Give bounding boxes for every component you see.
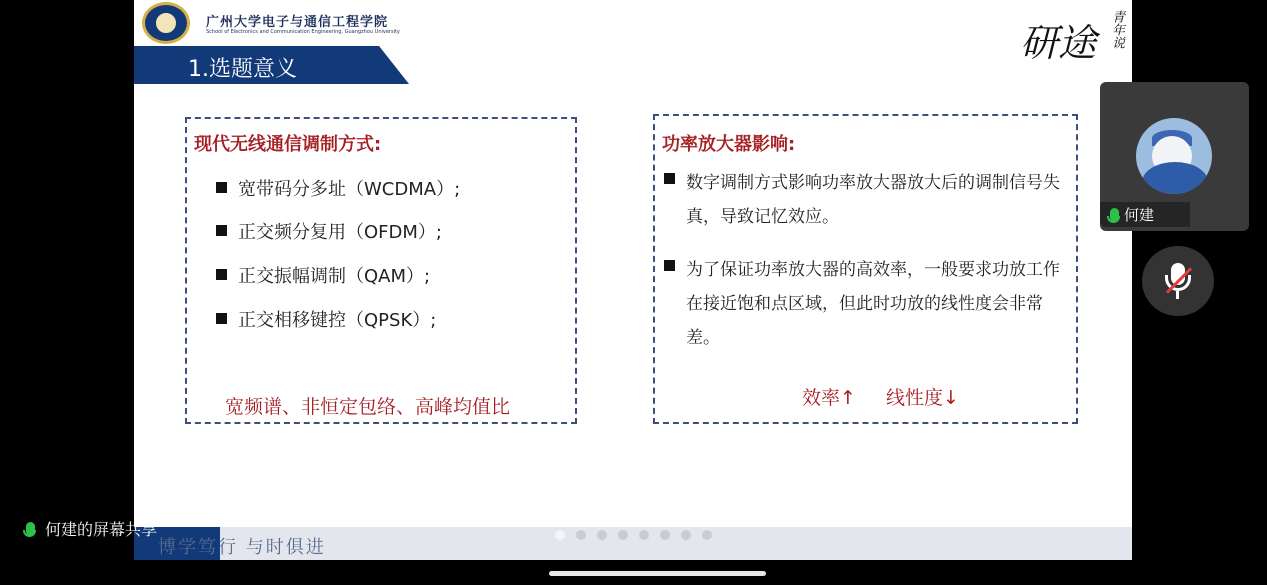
bullet-square-icon (664, 173, 675, 184)
participant-name-bar (1100, 202, 1190, 227)
list-item: 正交频分复用（OFDM）; (216, 218, 442, 244)
linearity-note: 线性度↓ (886, 387, 959, 409)
shared-slide (134, 0, 1132, 560)
participant-name: 何建 (1124, 206, 1155, 224)
mute-button[interactable] (1142, 246, 1214, 316)
modulation-heading: 现代无线通信调制方式: (194, 134, 382, 155)
page-indicator[interactable] (555, 530, 712, 540)
page-dot[interactable] (555, 530, 565, 540)
bullet-square-icon (216, 313, 227, 324)
footer-motto: 博学笃行 与时俱进 (158, 537, 326, 558)
university-name: 广州大学电子与通信工程学院 (206, 15, 389, 30)
page-dot[interactable] (681, 530, 691, 540)
efficiency-note: 效率↑ (802, 387, 856, 409)
modulation-note: 宽频谱、非恒定包络、高峰均值比 (225, 396, 511, 418)
list-item: 正交相移键控（QPSK）; (216, 306, 436, 332)
page-dot[interactable] (576, 530, 586, 540)
home-indicator[interactable] (549, 571, 766, 576)
mic-active-icon (26, 522, 35, 536)
list-item: 宽带码分多址（WCDMA）; (216, 175, 460, 201)
list-item: 为了保证功率放大器的高效率，一般要求功放工作在接近饱和点区域，但此时功放的线性度会非常差。 (664, 253, 1064, 355)
list-item: 正交振幅调制（QAM）; (216, 262, 430, 288)
page-dot[interactable] (597, 530, 607, 540)
bullet-square-icon (664, 260, 675, 271)
page-dot[interactable] (660, 530, 670, 540)
bullet-square-icon (216, 225, 227, 236)
page-dot[interactable] (702, 530, 712, 540)
brand-main: 研途 (1020, 21, 1097, 65)
participant-tile[interactable] (1100, 82, 1249, 231)
mic-active-icon (1110, 208, 1119, 222)
share-text: 何建的屏幕共享 (45, 520, 158, 539)
university-logo (142, 2, 190, 44)
brand-logo (1020, 8, 1128, 80)
university-subtitle: School of Electronics and Communication Engineering, Guangzhou University (206, 29, 400, 35)
brand-side: 青年说 (1109, 10, 1124, 49)
avatar (1136, 118, 1212, 194)
bullet-square-icon (216, 182, 227, 193)
section-title: 1.选题意义 (188, 57, 297, 82)
screen-share-label (20, 514, 163, 543)
bullet-square-icon (216, 269, 227, 280)
page-dot[interactable] (639, 530, 649, 540)
amplifier-heading: 功率放大器影响: (662, 134, 796, 155)
page-dot[interactable] (618, 530, 628, 540)
list-item: 数字调制方式影响功率放大器放大后的调制信号失真，导致记忆效应。 (664, 166, 1064, 234)
